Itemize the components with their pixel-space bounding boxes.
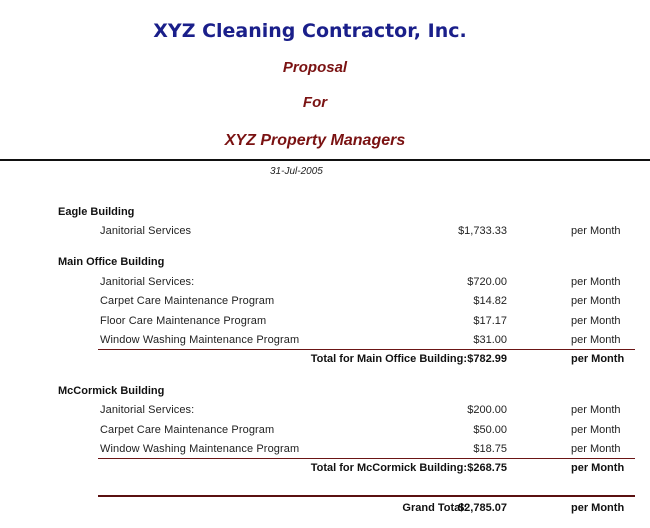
header-divider bbox=[0, 159, 650, 161]
grand-total-rule bbox=[98, 495, 635, 497]
service-unit: per Month bbox=[571, 315, 621, 327]
service-label: Janitorial Services bbox=[100, 225, 192, 237]
building-name: Eagle Building bbox=[58, 206, 135, 218]
subtotal-label: Total for McCormick Building: bbox=[310, 462, 467, 474]
service-amount: $17.17 bbox=[473, 315, 507, 327]
service-unit: per Month bbox=[571, 334, 621, 346]
building-name: Main Office Building bbox=[58, 256, 165, 268]
service-unit: per Month bbox=[571, 443, 621, 455]
service-amount: $14.82 bbox=[473, 295, 507, 307]
service-label: Window Washing Maintenance Program bbox=[100, 334, 300, 346]
service-unit: per Month bbox=[571, 404, 621, 416]
subtotal-rule bbox=[98, 349, 635, 350]
service-amount: $18.75 bbox=[473, 443, 507, 455]
proposal-title: Proposal bbox=[282, 59, 348, 76]
service-label: Floor Care Maintenance Program bbox=[100, 315, 267, 327]
company-name: XYZ Cleaning Contractor, Inc. bbox=[153, 20, 467, 42]
subtotal-unit: per Month bbox=[571, 353, 625, 365]
subtotal-label: Total for Main Office Building: bbox=[310, 353, 467, 365]
service-unit: per Month bbox=[571, 295, 621, 307]
service-amount: $1,733.33 bbox=[458, 225, 507, 237]
service-label: Carpet Care Maintenance Program bbox=[100, 295, 275, 307]
service-label: Carpet Care Maintenance Program bbox=[100, 424, 275, 436]
service-label: Janitorial Services: bbox=[100, 276, 195, 288]
service-unit: per Month bbox=[571, 424, 621, 436]
proposal-date: 31-Jul-2005 bbox=[270, 166, 323, 177]
grand-total-label: Grand Total: bbox=[402, 502, 467, 514]
grand-total-unit: per Month bbox=[571, 502, 625, 514]
service-amount: $31.00 bbox=[473, 334, 507, 346]
subtotal-amount: $782.99 bbox=[467, 353, 507, 365]
building-name: McCormick Building bbox=[58, 385, 165, 397]
service-label: Window Washing Maintenance Program bbox=[100, 443, 300, 455]
subtotal-unit: per Month bbox=[571, 462, 625, 474]
subtotal-rule bbox=[98, 458, 635, 459]
client-name: XYZ Property Managers bbox=[224, 132, 406, 149]
service-unit: per Month bbox=[571, 225, 621, 237]
grand-total-amount: $2,785.07 bbox=[458, 502, 507, 514]
subtotal-amount: $268.75 bbox=[467, 462, 507, 474]
for-label: For bbox=[302, 94, 328, 111]
service-amount: $720.00 bbox=[467, 276, 507, 288]
service-amount: $50.00 bbox=[473, 424, 507, 436]
service-label: Janitorial Services: bbox=[100, 404, 195, 416]
service-unit: per Month bbox=[571, 276, 621, 288]
service-amount: $200.00 bbox=[467, 404, 507, 416]
